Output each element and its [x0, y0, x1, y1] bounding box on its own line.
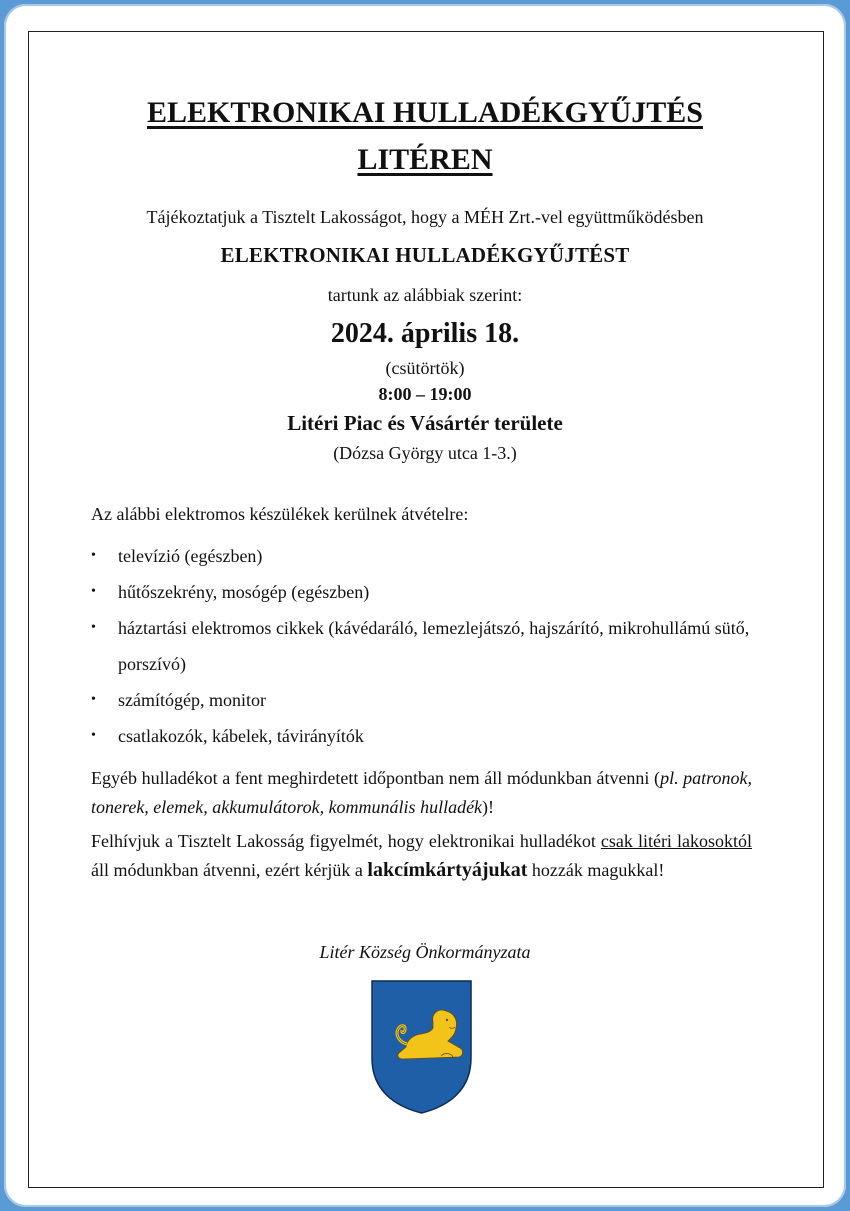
- residents-notice: [91, 827, 752, 885]
- event-weekday: (csütörtök): [385, 358, 465, 378]
- intro-text: Tájékoztatjuk a Tisztelt Lakosságot, hogy a MÉH Zrt.-vel együttműködésben: [146, 207, 704, 227]
- address-card-text: lakcímkártyájukat: [367, 859, 528, 881]
- list-item: [91, 682, 771, 718]
- bullet-icon: •: [91, 620, 96, 635]
- title-line-1: ELEKTRONIKAI HULLADÉKGYŰJTÉS: [147, 96, 703, 129]
- residents-text-3: hozzák magukkal!: [527, 860, 665, 880]
- residents-text-2: áll módunkban átvenni, ezért kérjük a: [91, 860, 368, 880]
- event-date: 2024. április 18.: [330, 318, 520, 349]
- title-line-2: LITÉREN: [357, 143, 493, 176]
- notice-text: Egyéb hulladékot a fent meghirdetett időpontban nem áll módunkban átvenni (: [91, 768, 661, 788]
- notice-end: )!: [482, 797, 495, 817]
- list-item-text: háztartási elektromos cikkek (kávédaráló, lemezlejátszó, hajszárító, mikrohullámú sütő, porszívó): [118, 618, 750, 674]
- accepted-items-list: [91, 538, 771, 754]
- collection-heading: ELEKTRONIKAI HULLADÉKGYŰJTÉST: [220, 243, 630, 267]
- arrangement-text: tartunk az alábbiak szerint:: [327, 285, 523, 305]
- event-location: Litéri Piac és Vásártér területe: [287, 411, 563, 435]
- bullet-icon: •: [91, 728, 96, 743]
- signature: Litér Község Önkormányzata: [319, 942, 531, 962]
- items-intro: Az alábbi elektromos készülékek kerülnek átvételre:: [91, 504, 469, 524]
- list-item: [91, 538, 771, 574]
- other-waste-notice: [91, 764, 752, 822]
- list-item: [91, 574, 771, 610]
- event-address: (Dózsa György utca 1-3.): [333, 443, 517, 463]
- list-item: [91, 610, 771, 682]
- bullet-icon: •: [91, 584, 96, 599]
- bullet-icon: •: [91, 692, 96, 707]
- residents-text-1: Felhívjuk a Tisztelt Lakosság figyelmét, hogy elektronikai hulladékot: [91, 831, 601, 851]
- list-item-text: csatlakozók, kábelek, távirányítók: [118, 726, 364, 746]
- event-time: 8:00 – 19:00: [378, 384, 472, 404]
- lion-crest-icon: [371, 980, 472, 1114]
- residents-only-text: csak litéri lakosoktól: [600, 831, 752, 851]
- bullet-icon: •: [91, 548, 96, 563]
- list-item-text: televízió (egészben): [118, 546, 263, 566]
- list-item: [91, 718, 771, 754]
- list-item-text: hűtőszekrény, mosógép (egészben): [118, 582, 370, 602]
- list-item-text: számítógép, monitor: [118, 690, 266, 710]
- notice-examples: pl. patronok, tonerek, elemek, akkumulátorok, kommunális hulladék: [91, 768, 753, 817]
